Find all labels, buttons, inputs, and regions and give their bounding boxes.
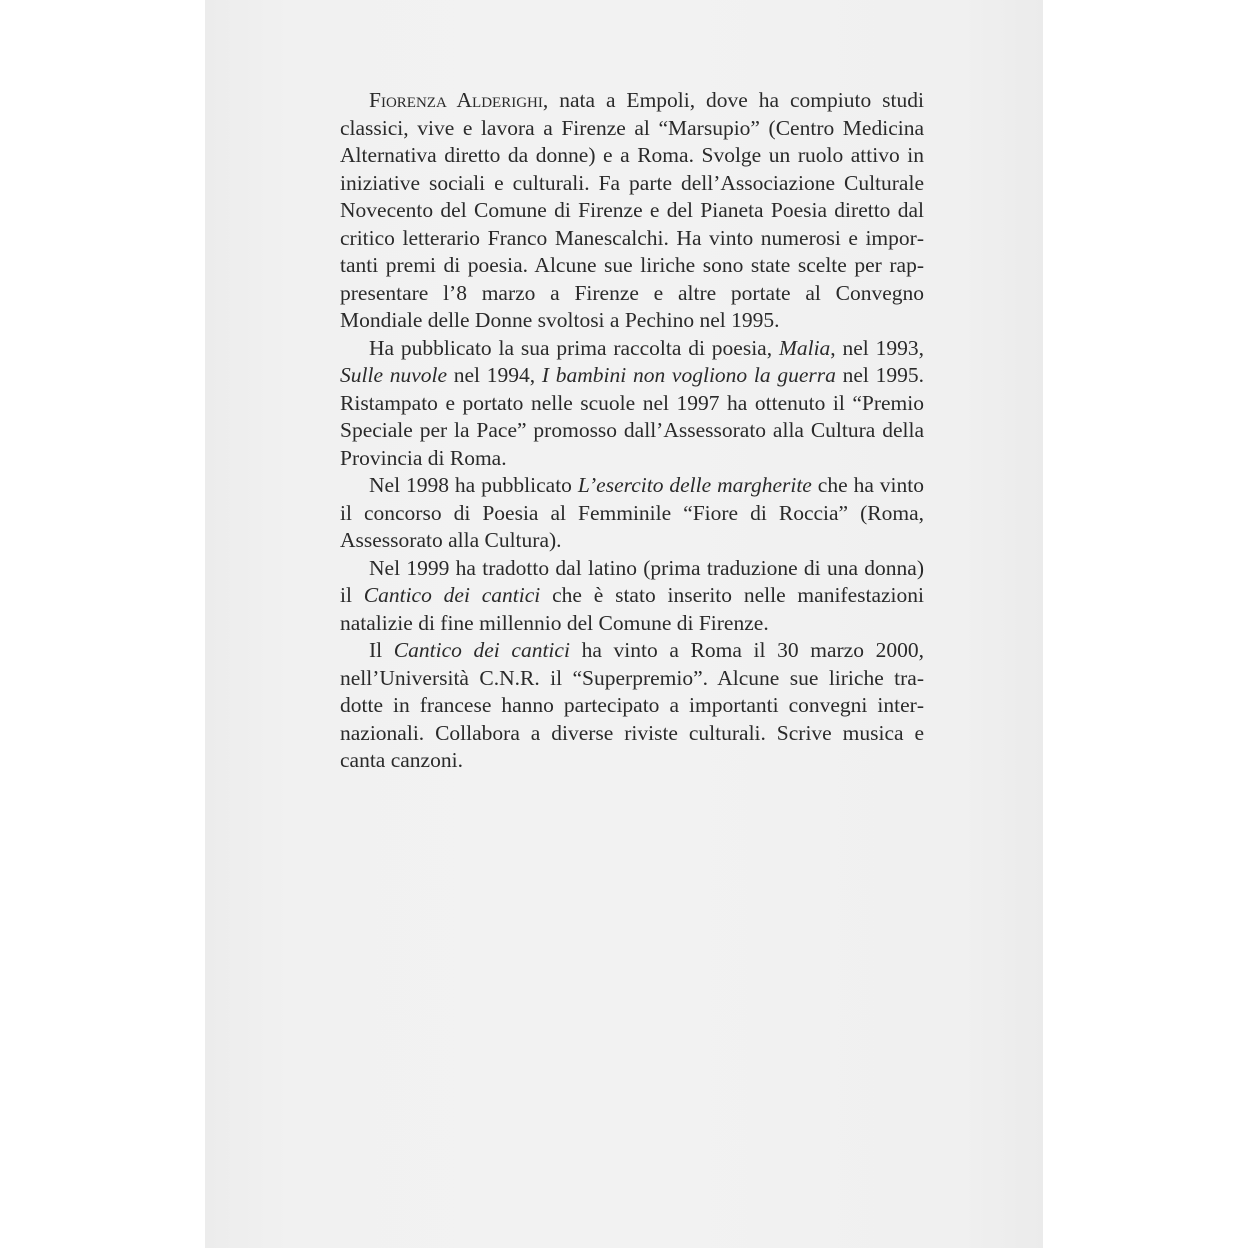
book-title: Malia [778,335,831,360]
bio-paragraph-4 [340,555,924,638]
text-run: nel 1995. Ristampato e portato nelle scuole nel 1997 ha ottenuto il “Premio Speciale per la Pace” promosso dall’Assessorato alla Cultura della Provincia di Roma. [340,363,924,470]
book-back-cover [205,0,1043,1248]
bio-paragraph-5 [340,637,924,775]
text-run: che ha vinto il concorso di Poesia al Femminile “Fiore di Roccia” (Roma, Assessorato alla Cultura). [340,473,925,552]
text-run: Nel 1999 ha tradotto dal latino (prima traduzione di una donna) il [340,555,924,607]
text-run: Il [369,638,394,662]
author-name: Fiorenza Alderighi [369,88,543,112]
text-run: Ha pubblicato la sua prima raccolta di poesia, [369,335,779,360]
book-title: Sulle nuvole [340,363,448,387]
book-title: I bambini non vogliono la guerra [541,363,836,387]
text-run: , nata a Empoli, dove ha compiuto studi classici, vive e lavora a Firenze al “Marsupio” (Centro Medicina Alternativa diretto da donne) e a Roma. Svolge un ruolo attivo in iniziative sociali e culturali. Fa parte dell’Associazione Culturale Novecento del Comune di Firenze e del Pianeta Poesia diretto dal critico letterario Franco Manescalchi. Ha vinto numerosi e importanti premi di poesia. Alcune sue liriche sono state scelte per rappresentare l’8 marzo a Firenze e altre portate al Convegno Mondiale delle Donne svoltosi a Pechino nel 1995. [340,88,924,332]
book-title: Cantico dei cantici [393,638,570,662]
text-run: , nel 1993, [830,335,924,360]
bio-paragraph-2 [340,335,924,473]
book-title: Cantico dei cantici [363,583,541,607]
text-run: Nel 1998 ha pubblicato [369,473,578,497]
author-biography [340,87,924,775]
bio-paragraph-1 [340,87,924,335]
text-run: nel 1994, [447,363,542,387]
text-run: ha vinto a Roma il 30 marzo 2000, nell’Università C.N.R. il “Superpremio”. Alcune sue liriche tradotte in francese hanno partecipato a importanti convegni internazionali. Collabora a diverse riviste culturali. Scrive musica e canta canzoni. [340,638,924,772]
bio-paragraph-3 [340,472,924,555]
book-title: L’esercito delle margherite [577,473,812,497]
text-run: che è stato inserito nelle manifestazioni natalizie di fine millennio del Comune di Firenze. [340,583,924,635]
